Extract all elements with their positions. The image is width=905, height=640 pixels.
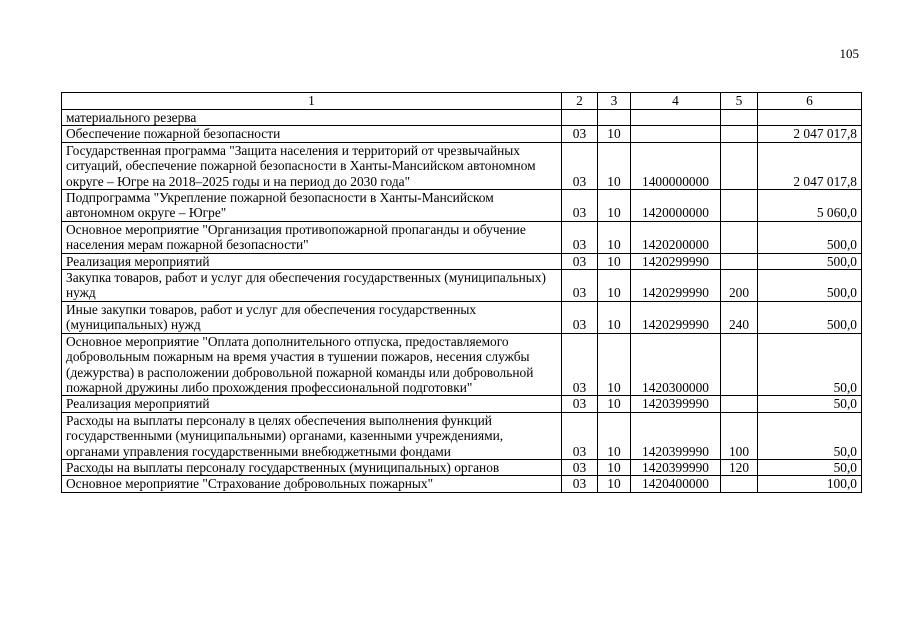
table-body	[62, 110, 862, 493]
expense-type-code	[721, 396, 758, 412]
target-article-code: 1420000000	[631, 190, 721, 222]
subsection-code	[598, 110, 631, 126]
expense-type-code	[721, 221, 758, 253]
section-code: 03	[562, 253, 598, 269]
expense-type-code	[721, 110, 758, 126]
line-item-name: Государственная программа "Защита населения и территорий от чрезвычайных ситуаций, обеспечение пожарной безопасности в Ханты-Мансийском автономном округе – Югре на 2018–2025 годы и на период до 2030 года"	[62, 142, 562, 189]
subsection-code: 10	[598, 142, 631, 189]
amount: 500,0	[758, 253, 862, 269]
section-code: 03	[562, 333, 598, 396]
line-item-name: материального резерва	[62, 110, 562, 126]
expense-type-code: 200	[721, 270, 758, 302]
expense-type-code: 100	[721, 412, 758, 459]
line-item-name: Расходы на выплаты персоналу в целях обеспечения выполнения функций государственными (муниципальными) органами, казенными учреждениями, органами управления государственными внебюджетными фондами	[62, 412, 562, 459]
amount: 100,0	[758, 476, 862, 492]
table-row	[62, 412, 862, 459]
subsection-code: 10	[598, 190, 631, 222]
column-header: 2	[562, 93, 598, 110]
budget-table	[61, 92, 862, 493]
section-code: 03	[562, 142, 598, 189]
table-row	[62, 190, 862, 222]
target-article-code	[631, 126, 721, 142]
table-row	[62, 253, 862, 269]
section-code: 03	[562, 412, 598, 459]
expense-type-code	[721, 333, 758, 396]
subsection-code: 10	[598, 459, 631, 475]
table-row	[62, 459, 862, 475]
expense-type-code: 120	[721, 459, 758, 475]
amount: 50,0	[758, 412, 862, 459]
subsection-code: 10	[598, 221, 631, 253]
expense-type-code	[721, 190, 758, 222]
subsection-code: 10	[598, 333, 631, 396]
line-item-name: Основное мероприятие "Страхование добровольных пожарных"	[62, 476, 562, 492]
section-code: 03	[562, 459, 598, 475]
expense-type-code: 240	[721, 301, 758, 333]
target-article-code: 1420299990	[631, 270, 721, 302]
amount: 2 047 017,8	[758, 142, 862, 189]
line-item-name: Обеспечение пожарной безопасности	[62, 126, 562, 142]
table-row	[62, 476, 862, 492]
target-article-code: 1420300000	[631, 333, 721, 396]
line-item-name: Реализация мероприятий	[62, 396, 562, 412]
subsection-code: 10	[598, 126, 631, 142]
target-article-code: 1420299990	[631, 301, 721, 333]
section-code	[562, 110, 598, 126]
subsection-code: 10	[598, 396, 631, 412]
amount: 500,0	[758, 221, 862, 253]
target-article-code: 1420400000	[631, 476, 721, 492]
table-row	[62, 221, 862, 253]
column-header: 6	[758, 93, 862, 110]
subsection-code: 10	[598, 270, 631, 302]
table-row	[62, 270, 862, 302]
subsection-code: 10	[598, 301, 631, 333]
page-number: 105	[839, 46, 859, 61]
table-row	[62, 142, 862, 189]
section-code: 03	[562, 301, 598, 333]
section-code: 03	[562, 270, 598, 302]
subsection-code: 10	[598, 253, 631, 269]
amount: 500,0	[758, 301, 862, 333]
section-code: 03	[562, 190, 598, 222]
expense-type-code	[721, 476, 758, 492]
target-article-code: 1400000000	[631, 142, 721, 189]
column-header: 3	[598, 93, 631, 110]
amount: 50,0	[758, 459, 862, 475]
section-code: 03	[562, 476, 598, 492]
target-article-code: 1420399990	[631, 459, 721, 475]
subsection-code: 10	[598, 412, 631, 459]
line-item-name: Основное мероприятие "Организация противопожарной пропаганды и обучение населения мерам пожарной безопасности"	[62, 221, 562, 253]
amount: 5 060,0	[758, 190, 862, 222]
table-row	[62, 126, 862, 142]
expense-type-code	[721, 253, 758, 269]
line-item-name: Закупка товаров, работ и услуг для обеспечения государственных (муниципальных) нужд	[62, 270, 562, 302]
section-code: 03	[562, 221, 598, 253]
target-article-code: 1420200000	[631, 221, 721, 253]
amount: 2 047 017,8	[758, 126, 862, 142]
line-item-name: Иные закупки товаров, работ и услуг для обеспечения государственных (муниципальных) нужд	[62, 301, 562, 333]
line-item-name: Подпрограмма "Укрепление пожарной безопасности в Ханты-Мансийском автономном округе – Югре"	[62, 190, 562, 222]
table-header-row	[62, 93, 862, 110]
section-code: 03	[562, 396, 598, 412]
expense-type-code	[721, 126, 758, 142]
amount: 50,0	[758, 396, 862, 412]
table-row	[62, 110, 862, 126]
line-item-name: Расходы на выплаты персоналу государственных (муниципальных) органов	[62, 459, 562, 475]
line-item-name: Основное мероприятие "Оплата дополнительного отпуска, предоставляемого добровольным пожарным на время участия в тушении пожаров, несения службы (дежурства) в расположении добровольной пожарной команды или добровольной пожарной дружины либо прохождения профессиональной подготовки"	[62, 333, 562, 396]
table-row	[62, 333, 862, 396]
column-header: 4	[631, 93, 721, 110]
amount: 500,0	[758, 270, 862, 302]
section-code: 03	[562, 126, 598, 142]
column-header: 1	[62, 93, 562, 110]
table-row	[62, 396, 862, 412]
amount	[758, 110, 862, 126]
expense-type-code	[721, 142, 758, 189]
line-item-name: Реализация мероприятий	[62, 253, 562, 269]
subsection-code: 10	[598, 476, 631, 492]
column-header: 5	[721, 93, 758, 110]
table-row	[62, 301, 862, 333]
target-article-code: 1420399990	[631, 412, 721, 459]
target-article-code	[631, 110, 721, 126]
target-article-code: 1420399990	[631, 396, 721, 412]
target-article-code: 1420299990	[631, 253, 721, 269]
amount: 50,0	[758, 333, 862, 396]
